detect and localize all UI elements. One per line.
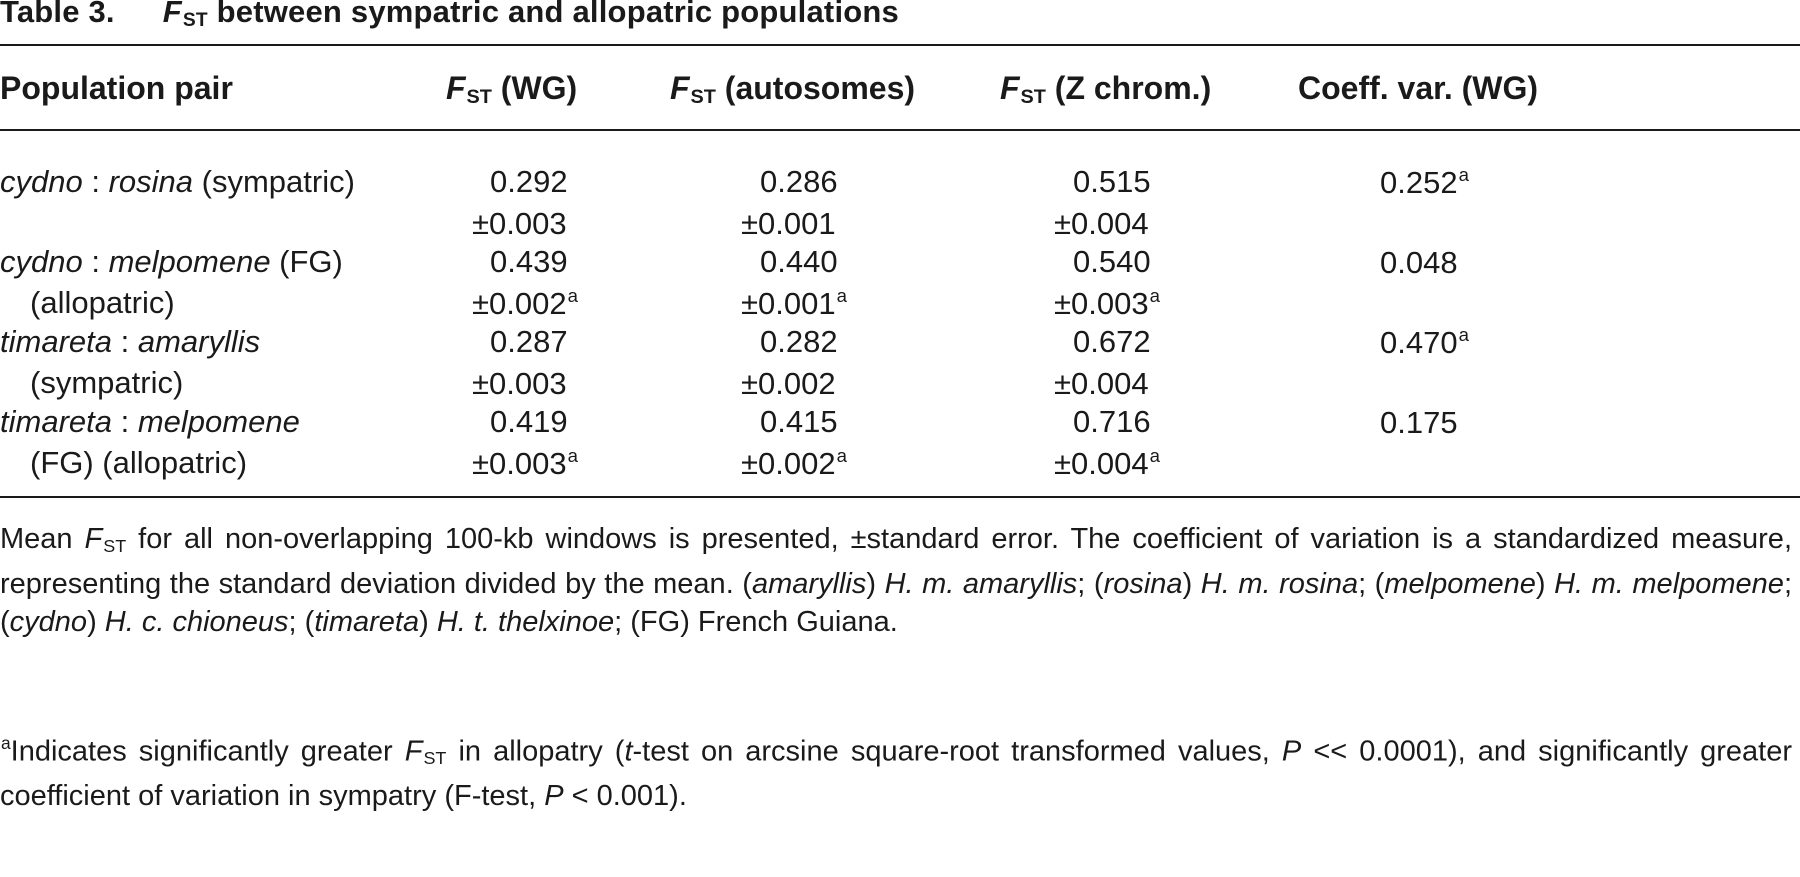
header-population-pair: Population pair <box>0 70 233 106</box>
caption-fst-var: F <box>162 0 182 29</box>
row4-z: 0.716 <box>1073 404 1151 439</box>
row4-pair: timareta : melpomene <box>0 404 300 439</box>
header-fst-z-chrom: $F_{ST}$ (Z chrom.) <box>1000 70 1212 109</box>
row3-pair-line2: (sympatric) <box>30 365 184 400</box>
row2-cv: 0.048 <box>1380 245 1458 281</box>
row3-z: 0.672 <box>1073 324 1151 359</box>
bottom-rule <box>0 496 1800 498</box>
row1-pair: cydno : rosina (sympatric) <box>0 164 355 199</box>
row3-wg: 0.287 <box>490 324 568 359</box>
row4-auto-se: ±0.002$^a$ <box>741 445 847 482</box>
row4-wg-se: ±0.003$^a$ <box>472 445 578 482</box>
header-coeff-var: Coeff. var. (WG) <box>1298 70 1539 106</box>
top-rule <box>0 44 1800 46</box>
row2-pair: cydno : melpomene (FG) <box>0 244 343 279</box>
row2-wg: 0.439 <box>490 244 568 279</box>
row2-z: 0.540 <box>1073 244 1151 279</box>
row1-z-se: ±0.004 <box>1054 206 1149 242</box>
row4-pair-line2: (FG) (allopatric) <box>30 445 248 480</box>
row1-wg-se: ±0.003 <box>472 206 567 242</box>
footnote-general: Mean $F_{ST}$ for all non-overlapping 100-kb windows is presented, ±standard error. The coefficient of variation is a standardized measure, representing the standard deviation divided by the mean. (amaryllis) H. m. amaryllis; (rosina) H. m. rosina; (melpomene) H. m. melpomene; (cydno) H. c. chioneus; (timareta) H. t. thelxinoe; (FG) French Guiana. <box>0 523 1792 638</box>
row3-wg-se: ±0.003 <box>472 366 567 402</box>
row3-z-se: ±0.004 <box>1054 366 1149 402</box>
row3-pair: timareta : amaryllis <box>0 324 261 359</box>
caption-fst-sub: ST <box>182 10 208 32</box>
row3-auto-se: ±0.002 <box>741 366 836 402</box>
row1-cv: 0.252$^a$ <box>1380 164 1469 201</box>
footnote-a: $^a$Indicates significantly greater $F_{ST}$ in allopatry (t-test on arcsine square-root transformed values, P << 0.0001), and significantly greater coefficient of variation in sympatry (F-test, P < 0.001). <box>0 733 1793 813</box>
row2-auto-se: ±0.001$^a$ <box>741 285 847 322</box>
row3-auto: 0.282 <box>760 324 838 359</box>
row2-wg-se: ±0.002$^a$ <box>472 285 578 322</box>
row4-wg: 0.419 <box>490 404 568 439</box>
row2-auto: 0.440 <box>760 244 838 279</box>
caption-title: between sympatric and allopatric populations <box>207 0 899 29</box>
row3-cv: 0.470$^a$ <box>1380 324 1469 361</box>
header-fst-wg: $F_{ST}$ (WG) <box>446 70 578 109</box>
table-caption <box>0 0 899 32</box>
header-rule <box>0 129 1800 131</box>
row4-auto: 0.415 <box>760 404 838 439</box>
row1-z: 0.515 <box>1073 164 1151 199</box>
header-fst-autosomes: $F_{ST}$ (autosomes) <box>670 70 916 109</box>
row1-auto-se: ±0.001 <box>741 206 836 242</box>
row1-wg: 0.292 <box>490 164 568 199</box>
row2-pair-line2: (allopatric) <box>30 285 175 320</box>
table-number: Table 3. <box>0 0 115 29</box>
row4-z-se: ±0.004$^a$ <box>1054 445 1160 482</box>
row4-cv: 0.175 <box>1380 405 1458 441</box>
row2-z-se: ±0.003$^a$ <box>1054 285 1160 322</box>
row1-auto: 0.286 <box>760 164 838 199</box>
